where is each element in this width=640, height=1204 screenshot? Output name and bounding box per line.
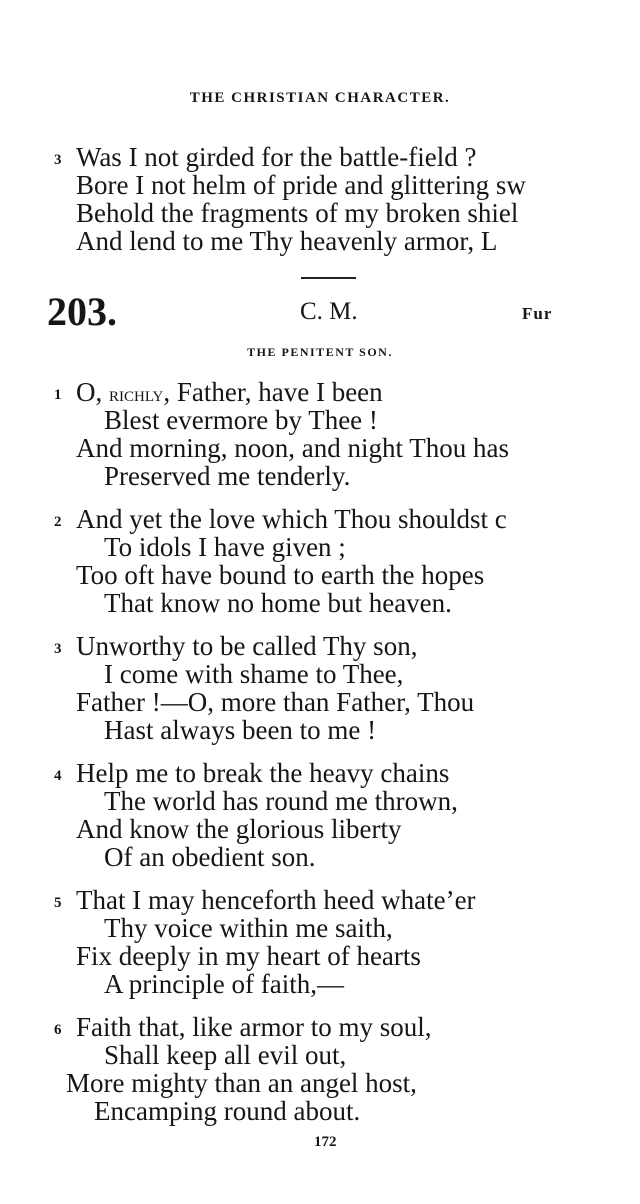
verse-line: O, richly, Father, have I been <box>76 377 383 407</box>
verse-line: Help me to break the heavy chains <box>76 758 450 788</box>
stanza-number: 4 <box>54 768 62 784</box>
verse-line: More mighty than an angel host, <box>66 1068 417 1098</box>
verse-line: And know the glorious liberty <box>76 814 402 844</box>
hymn-meter: C. M. <box>300 298 358 325</box>
verse-line: And morning, noon, and night Thou has <box>76 433 509 463</box>
verse-line: Father !—O, more than Father, Thou <box>76 687 475 717</box>
stanza-number: 5 <box>54 895 62 911</box>
verse-line: Preserved me tenderly. <box>104 461 351 491</box>
verse-line: Hast always been to me ! <box>104 715 377 745</box>
verse-line: Of an obedient son. <box>104 842 316 872</box>
verse-line: Shall keep all evil out, <box>104 1040 347 1070</box>
verse-line: Behold the fragments of my broken shiel <box>76 198 519 228</box>
verse-line: Unworthy to be called Thy son, <box>76 631 418 661</box>
verse-line: To idols I have given ; <box>104 532 346 562</box>
verse-line: Blest evermore by Thee ! <box>104 405 378 435</box>
stanza-number: 6 <box>54 1022 62 1038</box>
verse-line: A principle of faith,— <box>104 969 344 999</box>
verse-line: Encamping round about. <box>94 1096 361 1126</box>
verse-line: And yet the love which Thou shouldst c <box>76 504 507 534</box>
hymn-number: 203. <box>47 289 117 334</box>
verse-line: That I may henceforth heed whate’er <box>76 885 476 915</box>
section-divider <box>301 277 356 279</box>
stanza-number: 1 <box>54 387 62 403</box>
verse-line: And lend to me Thy heavenly armor, L <box>76 226 498 256</box>
verse-line: Faith that, like armor to my soul, <box>76 1012 432 1042</box>
stanza-number: 3 <box>54 152 62 168</box>
verse-line: I come with shame to Thee, <box>104 659 404 689</box>
hymn-title: THE PENITENT SON. <box>247 345 393 359</box>
verse-line: Fix deeply in my heart of hearts <box>76 941 421 971</box>
stanza-number: 3 <box>54 641 62 657</box>
verse-line: Too oft have bound to earth the hopes <box>76 560 485 590</box>
tune-name: Fur <box>522 304 553 323</box>
verse-line: Thy voice within me saith, <box>104 913 393 943</box>
stanza-number: 2 <box>54 514 62 530</box>
page-number: 172 <box>314 1134 337 1150</box>
verse-line: Was I not girded for the battle-field ? <box>76 142 477 172</box>
verse-line: The world has round me thrown, <box>104 786 458 816</box>
running-head: THE CHRISTIAN CHARACTER. <box>189 90 451 106</box>
verse-line: That know no home but heaven. <box>104 588 452 618</box>
verse-line: Bore I not helm of pride and glittering sw <box>76 170 526 200</box>
